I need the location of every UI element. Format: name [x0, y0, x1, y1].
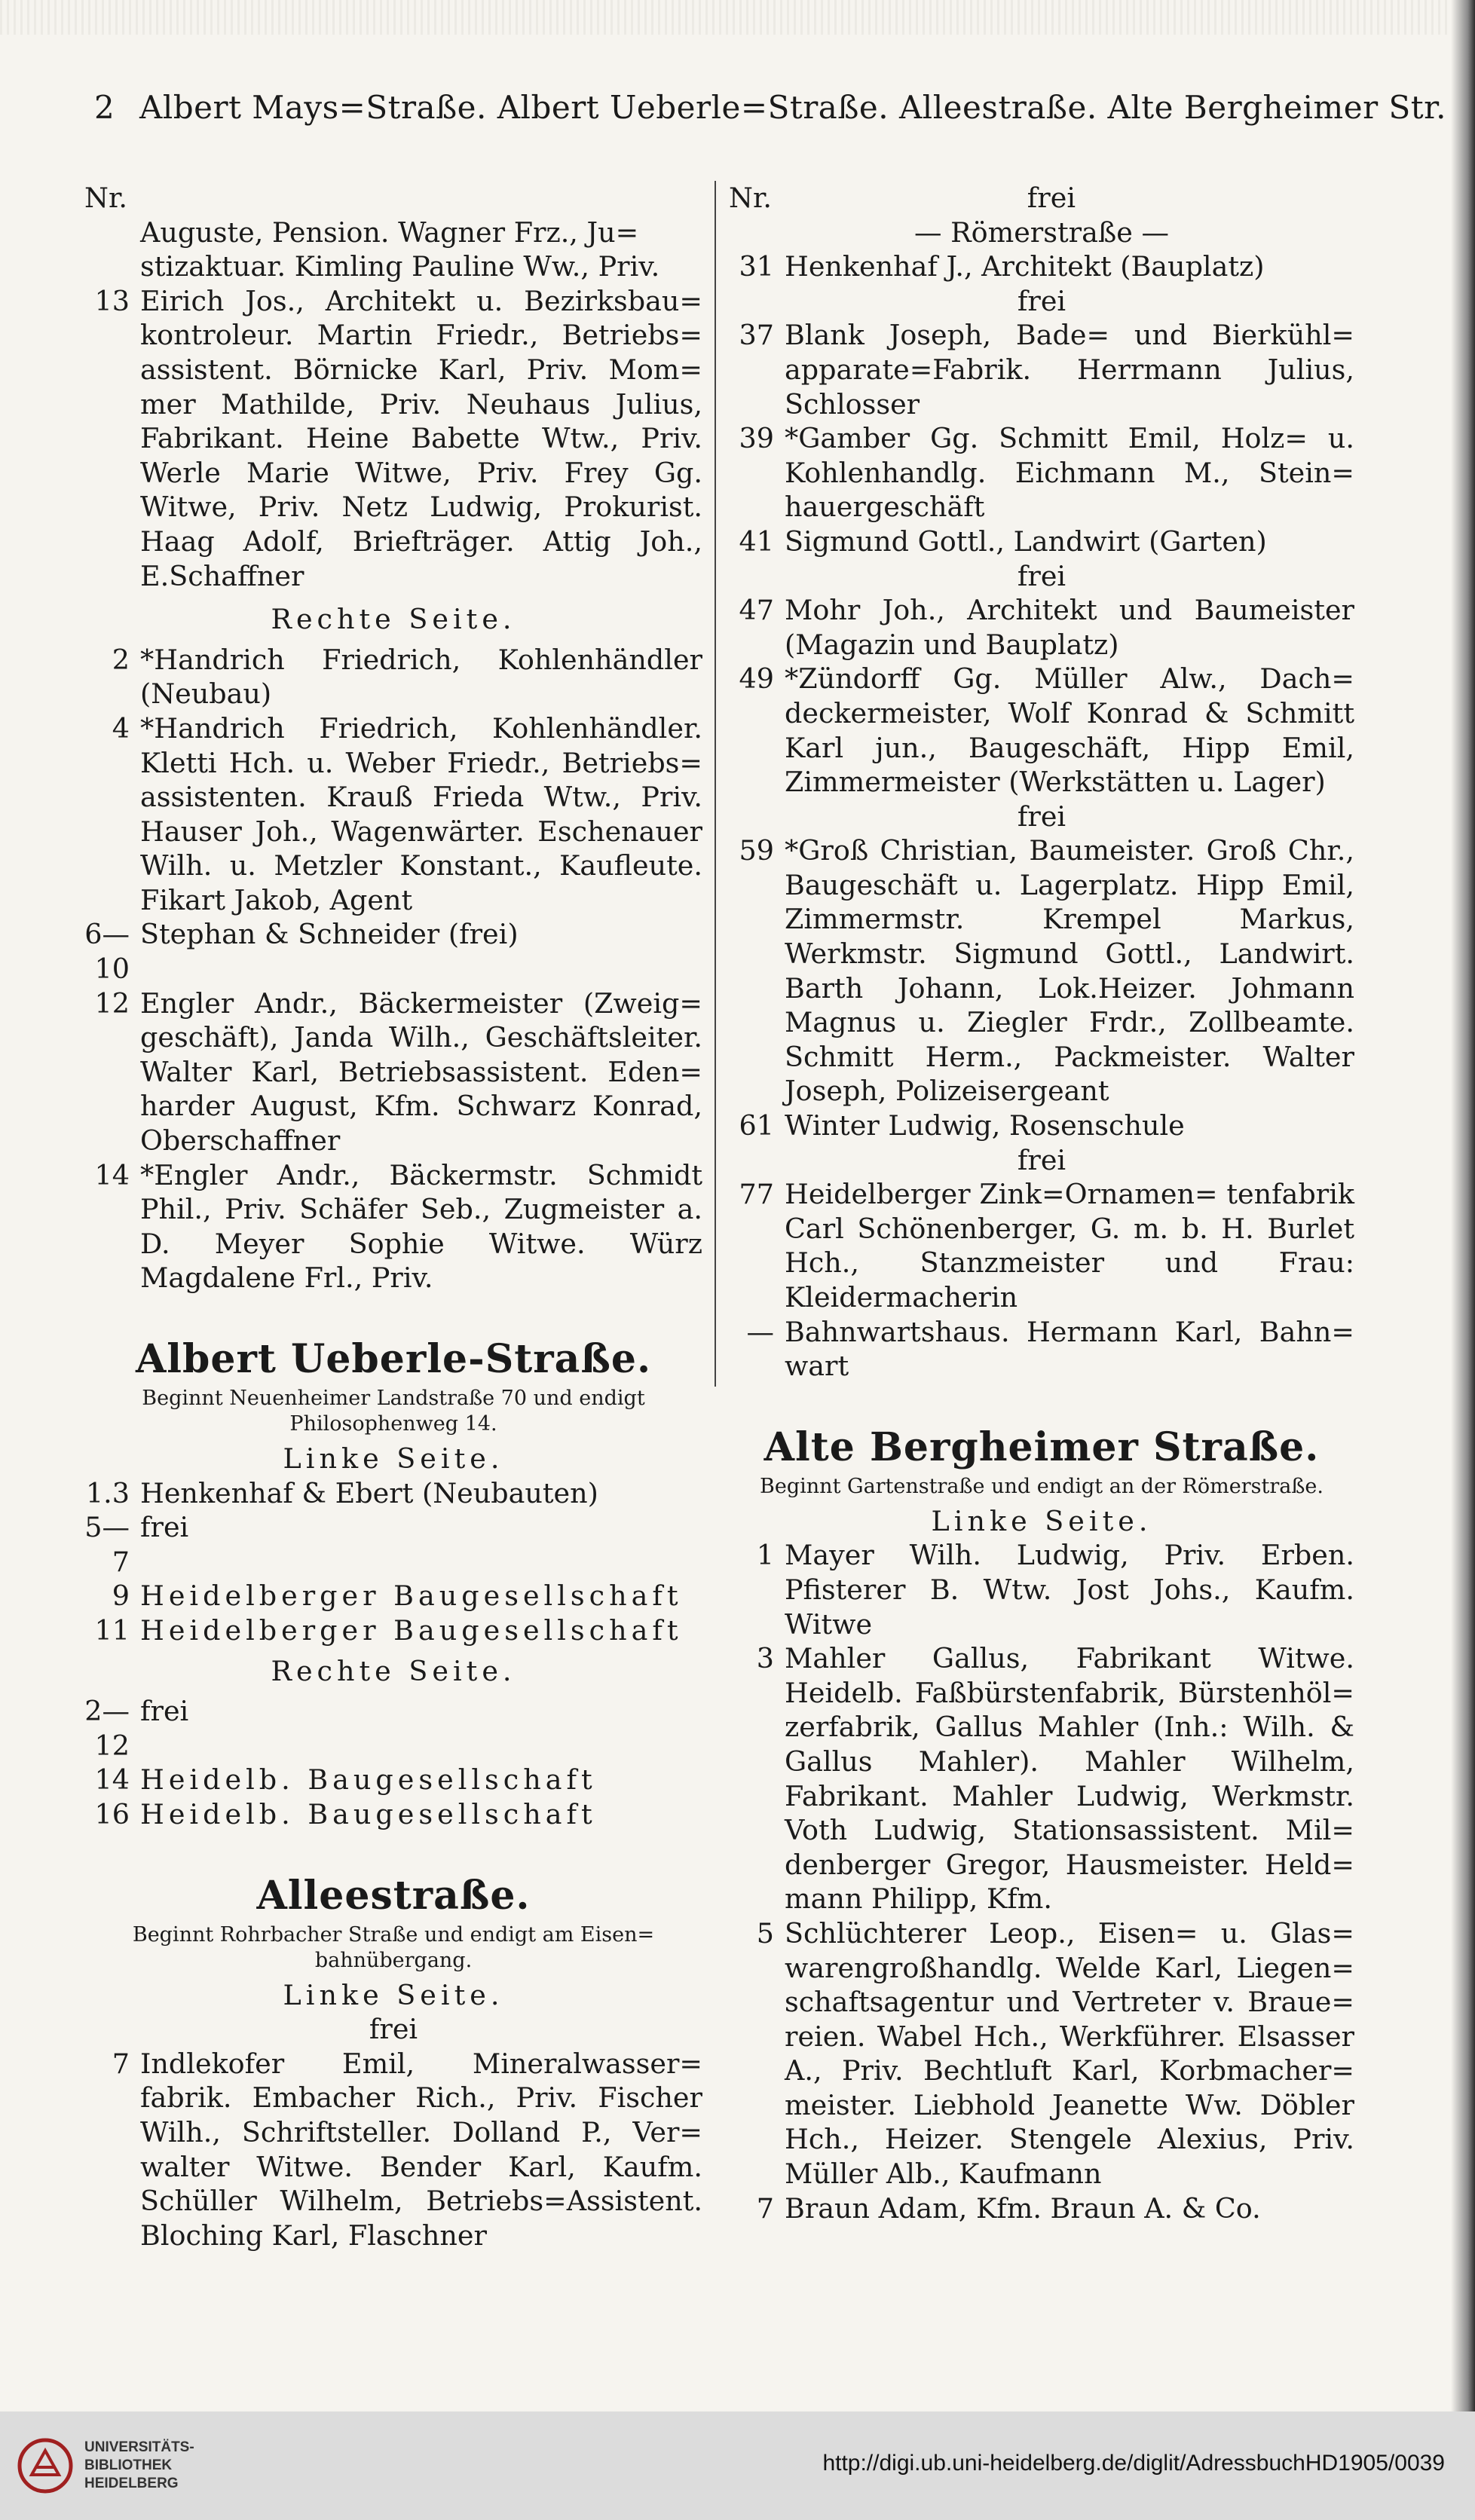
entry	[729, 1916, 1354, 2191]
street-description: Beginnt Gartenstraße und endigt an der Römerstraße.	[760, 1474, 1324, 1498]
entry	[729, 593, 1354, 662]
house-number: 7	[112, 2047, 130, 2080]
house-number: 6—10	[84, 918, 130, 986]
house-number: 39	[739, 422, 774, 455]
house-number: 5—7	[84, 1511, 130, 1578]
house-number: 9	[112, 1580, 130, 1613]
entry-text: Auguste, Pension. Wagner Frz., Ju=	[140, 216, 639, 249]
university-seal-icon	[17, 2437, 74, 2494]
entry-text: Heidelberger Baugesellschaft	[140, 1580, 683, 1613]
frei-label: frei	[1017, 800, 1066, 833]
entry-text: frei	[140, 1511, 189, 1544]
house-number: 37	[739, 319, 774, 352]
entry	[729, 318, 1354, 421]
house-number: 2—12	[84, 1695, 130, 1762]
street-heading: Alleestraße.	[256, 1872, 531, 1919]
house-number: 1.3	[85, 1476, 130, 1509]
left-column	[84, 181, 702, 2252]
entry-text: Mahler Gallus, Fabrikant Witwe. Heidelb. Faßbürstenfabrik, Bürstenhöl= zerfabrik, Gallus Mahler (Inh.: Wilh. & Gallus Mahler). Mahler Wilhelm, Fabrikant. Mahler Ludwig, Werkmstr. Voth Ludwig, Stationsassistent. Mil= denberger Gregor, Hausmeister. Held= mann Philipp, Kfm.	[785, 1642, 1354, 1916]
page-header	[94, 89, 1446, 126]
library-name-line: HEIDELBERG	[84, 2476, 179, 2491]
entry	[84, 249, 702, 284]
house-number: 41	[739, 524, 774, 558]
entry	[84, 1510, 702, 1579]
street-heading: Albert Ueberle-Straße.	[135, 1336, 652, 1382]
entry	[84, 284, 702, 593]
entry-text: Engler Andr., Bäckermeister (Zweig= geschäft), Janda Wilh., Geschäftsleiter. Walter Karl, Betriebsassistent. Eden= harder August, Kfm. Schwarz Konrad, Oberschaffner	[140, 986, 702, 1158]
house-number: 59	[739, 834, 774, 867]
entry-text: Heidelberger Zink=Ornamen= tenfabrik Carl Schönenberger, G. m. b. H. Burlet Hch., Stanzmeister und Frau: Kleidermacherin	[785, 1178, 1354, 1314]
frei-label: frei	[369, 2013, 418, 2046]
house-number: 2	[112, 643, 130, 676]
section-heading: Linke Seite.	[283, 1978, 504, 2011]
entry	[84, 1579, 702, 1613]
page-edge-shadow	[1451, 0, 1475, 2411]
entry-text: Henkenhaf & Ebert (Neubauten)	[140, 1476, 598, 1509]
entry-text: Mohr Joh., Architekt und Baumeister (Magazin und Bauplatz)	[785, 594, 1354, 661]
entry-text: *Gamber Gg. Schmitt Emil, Holz= u. Kohlenhandlg. Eichmann M., Stein= hauergeschäft	[785, 422, 1354, 524]
frei-label: frei	[1017, 284, 1066, 317]
frei-label: frei	[1017, 559, 1066, 592]
entry	[729, 1315, 1354, 1384]
house-number: 12	[94, 986, 130, 1020]
entry	[84, 1158, 702, 1295]
house-number: 5	[756, 1916, 774, 1950]
house-number: 16	[94, 1797, 130, 1830]
entry-text: Indlekofer Emil, Mineralwasser= fabrik. Embacher Rich., Priv. Fischer Wilh., Schriftsteller. Dolland P., Ver= walter Witwe. Bender Karl, Kaufm. Schüller Wilhelm, Betriebs=Assistent. Bloching Karl, Flaschner	[140, 2047, 702, 2252]
entry	[84, 1797, 702, 1832]
entry	[729, 524, 1354, 559]
entry	[84, 1763, 702, 1797]
frei-label: frei	[1017, 1143, 1066, 1176]
house-number: 47	[739, 594, 774, 627]
entry-text: *Engler Andr., Bäckermstr. Schmidt Phil., Priv. Schäfer Seb., Zugmeister a. D. Meyer Sophie Witwe. Würz Magdalene Frl., Priv.	[140, 1158, 702, 1295]
street-marker: — Römerstraße —	[914, 216, 1169, 249]
entry-text: Eirich Jos., Architekt u. Bezirksbau= kontroleur. Martin Friedr., Betriebs= assistent. Börnicke Karl, Priv. Mom= mer Mathilde, Priv. Neuhaus Julius, Fabrikant. Heine Babette Wtw., Priv. Werle Marie Witwe, Priv. Frey Gg. Witwe, Priv. Netz Ludwig, Prokurist. Haag Adolf, Briefträger. Attig Joh., E.Schaffner	[140, 284, 702, 592]
entry	[84, 917, 702, 986]
section-heading: Rechte Seite.	[271, 1654, 516, 1687]
entry	[729, 421, 1354, 524]
entry-text: Schlüchterer Leop., Eisen= u. Glas= warengroßhandlg. Welde Karl, Liegen= schaftsagentur und Vertreter v. Braue= reien. Wabel Hch., Werkführer. Elsasser A., Priv. Bechtluft Karl, Korbmacher= meister. Liebhold Jeanette Ww. Döbler Hch., Heizer. Stengele Alexius, Priv. Müller Alb., Kaufmann	[785, 1916, 1354, 2191]
entry	[729, 662, 1354, 799]
street-heading: Alte Bergheimer Straße.	[764, 1424, 1320, 1470]
house-number: 11	[94, 1613, 130, 1647]
entry	[729, 1109, 1354, 1143]
street-description: Beginnt Neuenheimer Landstraße 70 und endigt Philosophenweg 14.	[142, 1387, 645, 1436]
entry-text: Blank Joseph, Bade= und Bierkühl= apparate=Fabrik. Herrmann Julius, Schlosser	[785, 319, 1354, 421]
entry-text: *Zündorff Gg. Müller Alw., Dach= deckermeister, Wolf Konrad & Schmitt Karl jun., Baugeschäft, Hipp Emil, Zimmermeister (Werkstätten u. Lager)	[785, 662, 1354, 799]
entry	[84, 1613, 702, 1648]
section-heading: Rechte Seite.	[271, 603, 516, 636]
library-name-line: UNIVERSITÄTS-	[84, 2439, 194, 2455]
house-number: —	[746, 1315, 774, 1348]
house-number: 7	[756, 2191, 774, 2225]
entry-text: Sigmund Gottl., Landwirt (Garten)	[785, 524, 1267, 558]
footer-bar	[0, 2411, 1475, 2520]
house-number: 31	[739, 250, 774, 283]
entry	[84, 711, 702, 918]
entry	[84, 216, 702, 250]
page-number: 2	[94, 89, 115, 126]
page-title: Albert Mays=Straße. Albert Ueberle=Straße. Alleestraße. Alte Bergheimer Str.	[139, 89, 1446, 126]
entry-text: stizaktuar. Kimling Pauline Ww., Priv.	[140, 250, 660, 283]
nr-label: Nr.	[84, 182, 127, 214]
entry	[729, 1641, 1354, 1916]
house-number: 3	[756, 1642, 774, 1675]
entry-text: Henkenhaf J., Architekt (Bauplatz)	[785, 250, 1265, 283]
entry-text: *Handrich Friedrich, Kohlenhändler (Neubau)	[140, 643, 702, 711]
house-number: 49	[739, 662, 774, 696]
entry	[729, 1538, 1354, 1641]
entry-text: Braun Adam, Kfm. Braun A. & Co.	[785, 2191, 1261, 2225]
source-url-link[interactable]: http://digi.ub.uni-heidelberg.de/diglit/AdressbuchHD1905/0039	[822, 2451, 1445, 2476]
house-number: 14	[94, 1763, 130, 1797]
house-number: 4	[112, 711, 130, 745]
entry	[84, 1694, 702, 1763]
entry	[84, 986, 702, 1158]
entry-text: Winter Ludwig, Rosenschule	[785, 1109, 1185, 1142]
library-logo-text	[84, 2439, 194, 2493]
house-number: 14	[94, 1158, 130, 1191]
entry	[84, 2047, 702, 2253]
house-number: 77	[739, 1178, 774, 1211]
entry	[729, 2191, 1354, 2226]
house-number: 13	[94, 284, 130, 317]
entry	[729, 249, 1354, 284]
frei-label: frei	[1027, 182, 1076, 214]
entry	[84, 643, 702, 711]
section-heading: Linke Seite.	[931, 1504, 1152, 1537]
library-name-line: BIBLIOTHEK	[84, 2457, 173, 2473]
entry-text: Heidelb. Baugesellschaft	[140, 1763, 597, 1797]
entry-text: frei	[140, 1695, 189, 1728]
entry	[84, 1476, 702, 1511]
entry-text: *Groß Christian, Baumeister. Groß Chr., Baugeschäft u. Lagerplatz. Hipp Emil, Zimmermstr. Krempel Markus, Werkmstr. Sigmund Gottl., Landwirt. Barth Johann, Lok.Heizer. Johmann Magnus u. Ziegler Frdr., Zollbeamte. Schmitt Herm., Packmeister. Walter Joseph, Polizeisergeant	[785, 834, 1354, 1108]
entry-text: Stephan & Schneider (frei)	[140, 918, 519, 951]
scan-noise	[0, 0, 1475, 35]
house-number: 61	[739, 1109, 774, 1142]
street-description: Beginnt Rohrbacher Straße und endigt am Eisen= bahnübergang.	[132, 1922, 655, 1972]
section-heading: Linke Seite.	[283, 1442, 504, 1475]
entry-text: *Handrich Friedrich, Kohlenhändler. Kletti Hch. u. Weber Friedr., Betriebs= assistenten. Krauß Frieda Wtw., Priv. Hauser Joh., Wagenwärter. Eschenauer Wilh. u. Metzler Konstant., Kaufleute. Fikart Jakob, Agent	[140, 711, 702, 916]
entry-text: Bahnwartshaus. Hermann Karl, Bahn= wart	[785, 1315, 1354, 1383]
entry-text: Heidelb. Baugesellschaft	[140, 1797, 597, 1830]
entry	[729, 833, 1354, 1109]
nr-label: Nr.	[729, 182, 772, 214]
house-number: 1	[756, 1539, 774, 1572]
column-divider	[715, 181, 716, 1387]
entry-text: Mayer Wilh. Ludwig, Priv. Erben. Pfisterer B. Wtw. Jost Johs., Kaufm. Witwe	[785, 1539, 1354, 1641]
entry-text: Heidelberger Baugesellschaft	[140, 1613, 683, 1647]
right-column	[729, 181, 1354, 2225]
entry	[729, 1177, 1354, 1314]
